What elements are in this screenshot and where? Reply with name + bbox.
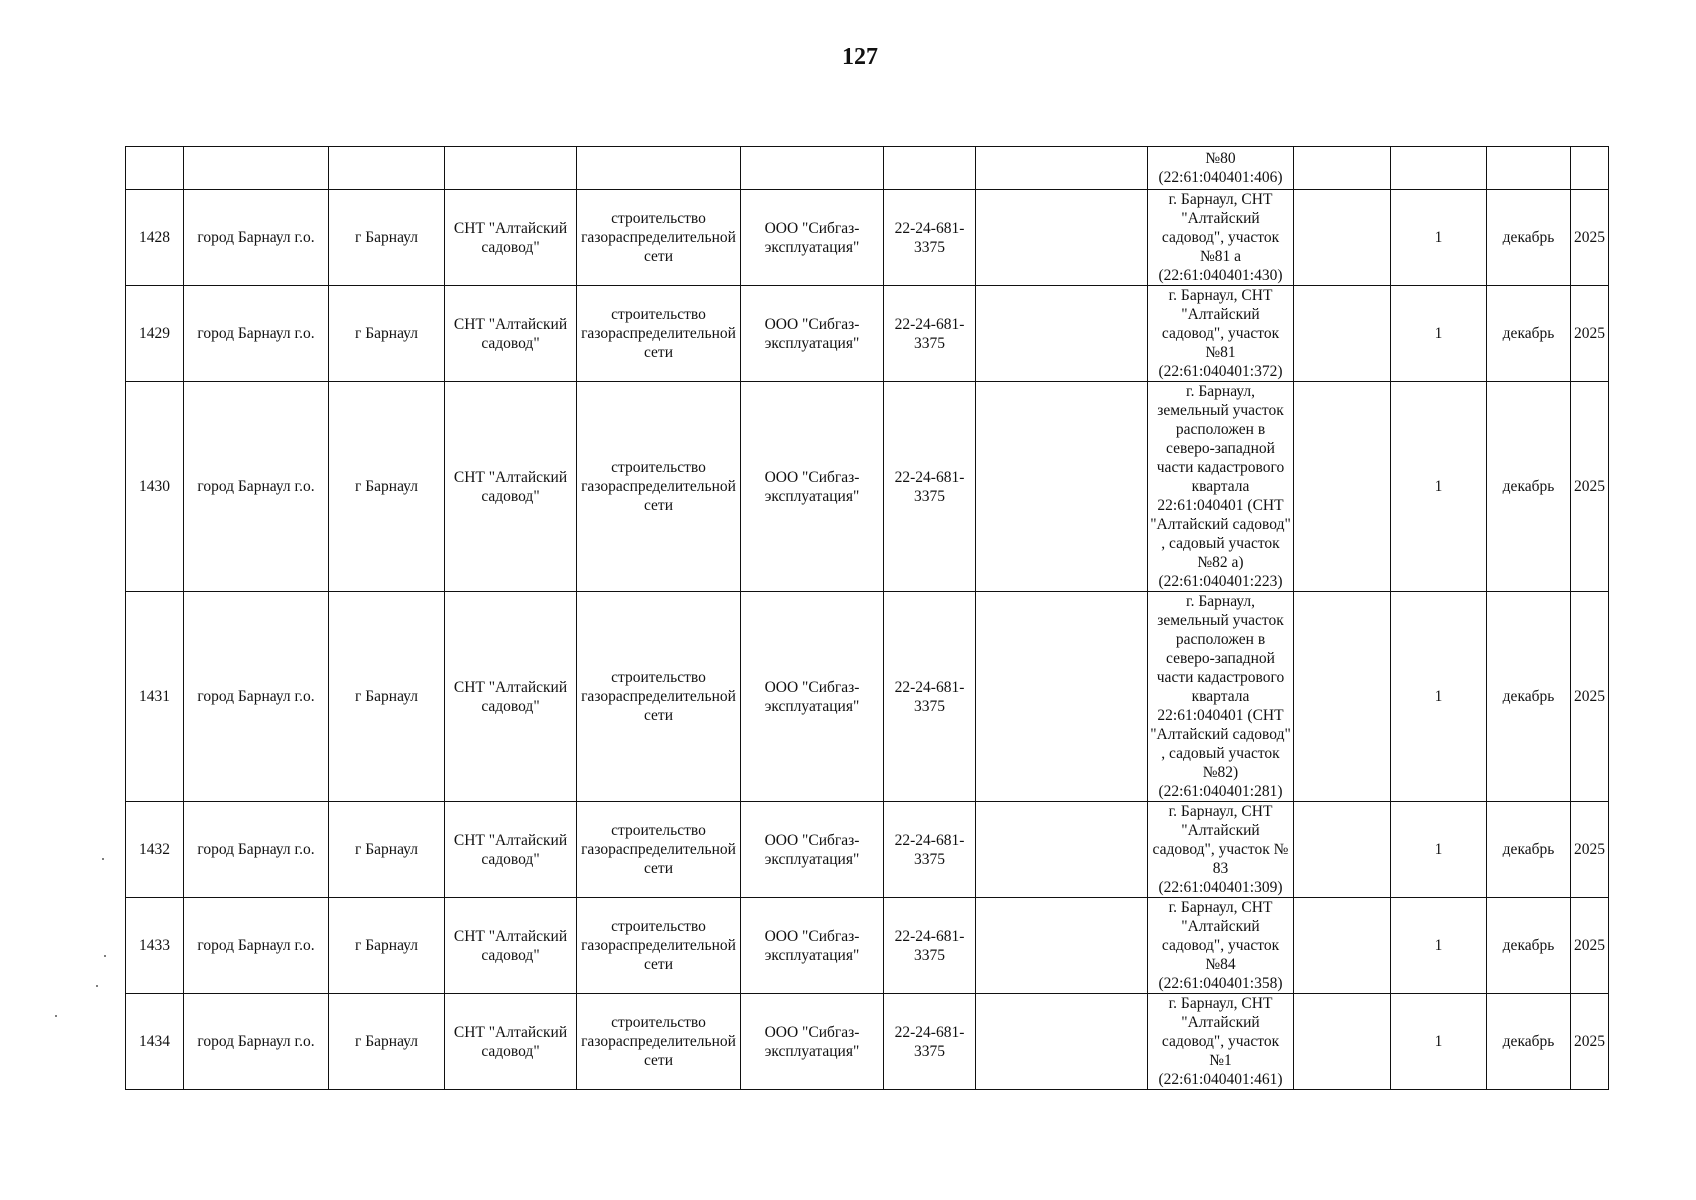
- table-row: [126, 898, 1609, 994]
- cell-col10: [1294, 190, 1391, 286]
- cell-inn: 22-24-681-3375: [884, 592, 976, 802]
- cell-extra: [976, 898, 1148, 994]
- cell-month: декабрь: [1487, 190, 1571, 286]
- table-row: [126, 592, 1609, 802]
- cell-month: декабрь: [1487, 898, 1571, 994]
- cell-object: СНТ "Алтайский садовод": [445, 286, 577, 382]
- cell-work: строительство газораспределительной сети: [577, 190, 741, 286]
- cell-number: 1428: [126, 190, 184, 286]
- cell-extra: [976, 147, 1148, 190]
- cell-inn: [884, 147, 976, 190]
- cell-object: СНТ "Алтайский садовод": [445, 994, 577, 1090]
- cell-col10: [1294, 898, 1391, 994]
- cell-inn: 22-24-681-3375: [884, 898, 976, 994]
- cell-address: г. Барнаул, СНТ "Алтайский садовод", участок №1 (22:61:040401:461): [1148, 994, 1294, 1090]
- cell-month: декабрь: [1487, 382, 1571, 592]
- cell-municipality: [184, 147, 329, 190]
- cell-year: 2025: [1571, 592, 1609, 802]
- cell-col10: [1294, 994, 1391, 1090]
- cell-year: 2025: [1571, 802, 1609, 898]
- cell-address: г. Барнаул, СНТ "Алтайский садовод", участок №81 а (22:61:040401:430): [1148, 190, 1294, 286]
- cell-municipality: город Барнаул г.о.: [184, 286, 329, 382]
- table-row: [126, 286, 1609, 382]
- cell-object: СНТ "Алтайский садовод": [445, 382, 577, 592]
- cell-address: г. Барнаул, СНТ "Алтайский садовод", участок №81 (22:61:040401:372): [1148, 286, 1294, 382]
- cell-number: [126, 147, 184, 190]
- page-number: 127: [842, 44, 878, 70]
- cell-municipality: город Барнаул г.о.: [184, 994, 329, 1090]
- cell-count: 1: [1391, 592, 1487, 802]
- cell-count: 1: [1391, 286, 1487, 382]
- cell-organization: ООО "Сибгаз-эксплуатация": [741, 592, 884, 802]
- cell-year: 2025: [1571, 994, 1609, 1090]
- cell-count: 1: [1391, 190, 1487, 286]
- cell-extra: [976, 592, 1148, 802]
- cell-inn: 22-24-681-3375: [884, 190, 976, 286]
- cell-number: 1431: [126, 592, 184, 802]
- cell-year: 2025: [1571, 190, 1609, 286]
- scan-speck: [104, 955, 106, 957]
- cell-count: 1: [1391, 898, 1487, 994]
- cell-organization: ООО "Сибгаз-эксплуатация": [741, 994, 884, 1090]
- cell-settlement: г Барнаул: [329, 190, 445, 286]
- cell-address: №80 (22:61:040401:406): [1148, 147, 1294, 190]
- table-row: [126, 802, 1609, 898]
- cell-count: 1: [1391, 382, 1487, 592]
- cell-count: 1: [1391, 994, 1487, 1090]
- cell-work: строительство газораспределительной сети: [577, 286, 741, 382]
- cell-work: строительство газораспределительной сети: [577, 382, 741, 592]
- cell-settlement: [329, 147, 445, 190]
- cell-address: г. Барнаул, земельный участок расположен в северо-западной части кадастрового квартала 22:61:040401 (СНТ "Алтайский садовод" , садовый участок №82) (22:61:040401:281): [1148, 592, 1294, 802]
- cell-extra: [976, 382, 1148, 592]
- cell-month: декабрь: [1487, 592, 1571, 802]
- cell-address: г. Барнаул, СНТ "Алтайский садовод", участок № 83 (22:61:040401:309): [1148, 802, 1294, 898]
- cell-work: строительство газораспределительной сети: [577, 898, 741, 994]
- cell-month: декабрь: [1487, 802, 1571, 898]
- cell-municipality: город Барнаул г.о.: [184, 898, 329, 994]
- cell-organization: ООО "Сибгаз-эксплуатация": [741, 286, 884, 382]
- cell-settlement: г Барнаул: [329, 898, 445, 994]
- cell-object: [445, 147, 577, 190]
- cell-object: СНТ "Алтайский садовод": [445, 898, 577, 994]
- cell-organization: ООО "Сибгаз-эксплуатация": [741, 382, 884, 592]
- cell-extra: [976, 802, 1148, 898]
- cell-object: СНТ "Алтайский садовод": [445, 802, 577, 898]
- cell-organization: [741, 147, 884, 190]
- cell-col10: [1294, 802, 1391, 898]
- cell-year: 2025: [1571, 898, 1609, 994]
- cell-object: СНТ "Алтайский садовод": [445, 592, 577, 802]
- cell-col10: [1294, 592, 1391, 802]
- cell-count: 1: [1391, 802, 1487, 898]
- cell-month: декабрь: [1487, 286, 1571, 382]
- cell-col10: [1294, 147, 1391, 190]
- cell-municipality: город Барнаул г.о.: [184, 592, 329, 802]
- cell-extra: [976, 190, 1148, 286]
- cell-number: 1432: [126, 802, 184, 898]
- cell-number: 1434: [126, 994, 184, 1090]
- cell-address: г. Барнаул, СНТ "Алтайский садовод", участок №84 (22:61:040401:358): [1148, 898, 1294, 994]
- cell-organization: ООО "Сибгаз-эксплуатация": [741, 898, 884, 994]
- cell-municipality: город Барнаул г.о.: [184, 382, 329, 592]
- cell-work: строительство газораспределительной сети: [577, 592, 741, 802]
- cell-number: 1430: [126, 382, 184, 592]
- table-row: [126, 382, 1609, 592]
- cell-object: СНТ "Алтайский садовод": [445, 190, 577, 286]
- cell-municipality: город Барнаул г.о.: [184, 802, 329, 898]
- cell-inn: 22-24-681-3375: [884, 286, 976, 382]
- cell-work: строительство газораспределительной сети: [577, 802, 741, 898]
- cell-organization: ООО "Сибгаз-эксплуатация": [741, 190, 884, 286]
- cell-col10: [1294, 286, 1391, 382]
- cell-settlement: г Барнаул: [329, 592, 445, 802]
- cell-inn: 22-24-681-3375: [884, 802, 976, 898]
- cell-settlement: г Барнаул: [329, 994, 445, 1090]
- cell-organization: ООО "Сибгаз-эксплуатация": [741, 802, 884, 898]
- cell-month: [1487, 147, 1571, 190]
- table-row: [126, 994, 1609, 1090]
- cell-inn: 22-24-681-3375: [884, 994, 976, 1090]
- cell-number: 1433: [126, 898, 184, 994]
- cell-col10: [1294, 382, 1391, 592]
- cell-settlement: г Барнаул: [329, 802, 445, 898]
- scan-speck: [55, 1015, 57, 1017]
- cell-extra: [976, 994, 1148, 1090]
- cell-address: г. Барнаул, земельный участок расположен в северо-западной части кадастрового квартала 22:61:040401 (СНТ "Алтайский садовод" , садовый участок №82 а) (22:61:040401:223): [1148, 382, 1294, 592]
- continuation-row: [126, 147, 1609, 190]
- scan-speck: [102, 858, 104, 860]
- cell-month: декабрь: [1487, 994, 1571, 1090]
- cell-settlement: г Барнаул: [329, 382, 445, 592]
- cell-extra: [976, 286, 1148, 382]
- cell-work: строительство газораспределительной сети: [577, 994, 741, 1090]
- cell-work: [577, 147, 741, 190]
- cell-municipality: город Барнаул г.о.: [184, 190, 329, 286]
- cell-inn: 22-24-681-3375: [884, 382, 976, 592]
- scan-speck: [96, 985, 98, 987]
- cell-year: 2025: [1571, 382, 1609, 592]
- cell-count: [1391, 147, 1487, 190]
- cell-settlement: г Барнаул: [329, 286, 445, 382]
- cell-year: 2025: [1571, 286, 1609, 382]
- cell-year: [1571, 147, 1609, 190]
- registry-table: [125, 146, 1609, 1090]
- table-row: [126, 190, 1609, 286]
- cell-number: 1429: [126, 286, 184, 382]
